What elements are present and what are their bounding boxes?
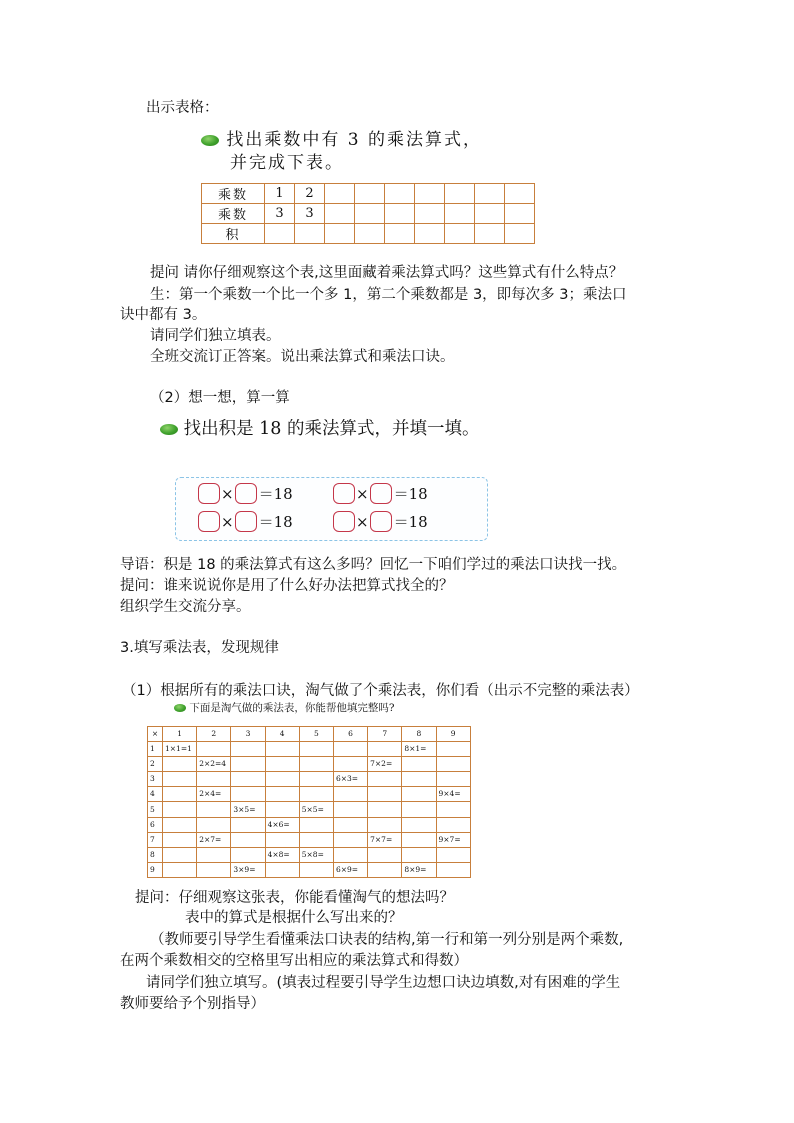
prompt-mult-table-text: 下面是淘气做的乘法表，你能帮他填完整吗?: [189, 702, 395, 714]
row-factor: 2: [148, 757, 163, 772]
table-cell: [436, 757, 470, 772]
equation-row-4: [333, 511, 428, 532]
table-cell: [265, 757, 299, 772]
green-bullet-icon: [201, 135, 219, 146]
times-sign: ×: [221, 512, 234, 531]
table-cell: [415, 184, 445, 204]
row-factor: 5: [148, 802, 163, 817]
table-cell: [231, 832, 265, 847]
column-factor: 4: [265, 727, 299, 742]
table-row: [202, 184, 535, 204]
table-cell: [265, 832, 299, 847]
column-factor: 5: [299, 727, 333, 742]
table-cell: [299, 832, 333, 847]
equals-18: ＝18: [393, 513, 428, 531]
table-cell: [355, 184, 385, 204]
blank-box[interactable]: [235, 483, 257, 504]
prompt-line-2: 并完成下表。: [230, 153, 344, 173]
question-method: 提问：谁来说说你是用了什么好办法把算式找全的？: [120, 578, 454, 594]
prompt-mult-table: [174, 701, 394, 716]
student-answer-line-1: 生：第一个乘数一个比一个多 1，第二个乘数都是 3，即每次多 3；乘法口: [150, 287, 627, 303]
row-label: 乘数: [202, 184, 265, 204]
independent-fill-line-2: 教师要给予个别指导）: [120, 996, 265, 1012]
table-cell: [368, 742, 402, 757]
table-cell: 2: [295, 184, 325, 204]
green-bullet-icon: [174, 704, 186, 712]
table-cell: [415, 204, 445, 224]
table-cell: 2×7=: [197, 832, 231, 847]
table-cell: 8×9=: [402, 862, 436, 877]
table-cell: [445, 204, 475, 224]
green-bullet-icon: [160, 424, 178, 435]
table-cell: 8×1=: [402, 742, 436, 757]
row-label: 乘数: [202, 204, 265, 224]
table-cell: 4×8=: [265, 847, 299, 862]
table-cell: [333, 847, 367, 862]
prompt-18-text: 找出积是 18 的乘法算式，并填一填。: [183, 419, 480, 439]
table-cell: 1×1=1: [163, 742, 197, 757]
table-cell: [385, 184, 415, 204]
row-factor: 6: [148, 817, 163, 832]
equals-18: ＝18: [393, 485, 428, 503]
table-cell: [436, 772, 470, 787]
table-row: [202, 204, 535, 224]
table-cell: [197, 802, 231, 817]
table-cell: [333, 757, 367, 772]
table-cell: [402, 832, 436, 847]
table-cell: [197, 772, 231, 787]
table-row: [148, 832, 471, 847]
table-cell: [163, 862, 197, 877]
instruction-fill: 请同学们独立填表。: [150, 328, 281, 344]
table-cell: [231, 847, 265, 862]
table-row: [148, 742, 471, 757]
table-cell: [197, 862, 231, 877]
independent-fill-line-1: 请同学们独立填写。(填表过程要引导学生边想口诀边填数,对有困难的学生: [146, 975, 621, 991]
table-cell: [231, 787, 265, 802]
table-cell: 4×6=: [265, 817, 299, 832]
table-row: [148, 772, 471, 787]
table-cell: [231, 817, 265, 832]
table-row: [148, 847, 471, 862]
column-factor: 9: [436, 727, 470, 742]
blank-box[interactable]: [235, 511, 257, 532]
table-cell: [333, 832, 367, 847]
table-cell: [355, 204, 385, 224]
prompt-block-1: [201, 129, 482, 175]
row-factor: 8: [148, 847, 163, 862]
table-cell: [325, 184, 355, 204]
table-cell: [299, 862, 333, 877]
table-cell: [163, 847, 197, 862]
table-cell: [333, 802, 367, 817]
table-cell: [385, 204, 415, 224]
blank-box[interactable]: [370, 483, 392, 504]
student-answer-line-2: 诀中都有 3。: [120, 307, 207, 323]
table-cell: [197, 742, 231, 757]
table-row: [148, 757, 471, 772]
row-factor: 7: [148, 832, 163, 847]
teacher-note-line-1: （教师要引导学生看懂乘法口诀表的结构,第一行和第一列分别是两个乘数,: [150, 932, 624, 948]
table-row: [148, 787, 471, 802]
section-heading-table: 3.填写乘法表，发现规律: [120, 640, 279, 656]
table-cell: [265, 787, 299, 802]
table-cell: [163, 817, 197, 832]
table-cell: [402, 847, 436, 862]
table-cell: [231, 772, 265, 787]
equals-18: ＝18: [258, 513, 293, 531]
table-cell: [325, 224, 355, 244]
column-factor: 1: [163, 727, 197, 742]
table-cell: [436, 802, 470, 817]
table-cell: [163, 757, 197, 772]
table-cell: [299, 742, 333, 757]
table-cell: [231, 742, 265, 757]
equation-row-1: [198, 483, 293, 504]
table-cell: 1: [265, 184, 295, 204]
table-row: [148, 817, 471, 832]
column-factor: 7: [368, 727, 402, 742]
table-cell: [325, 204, 355, 224]
guide-text: 导语：积是 18 的乘法算式有这么多吗？回忆一下咱们学过的乘法口诀找一找。: [120, 557, 627, 573]
table-cell: [265, 742, 299, 757]
table-cell: [436, 862, 470, 877]
blank-box[interactable]: [333, 511, 355, 532]
table-cell: 9×4=: [436, 787, 470, 802]
table-cell: [333, 817, 367, 832]
row-factor: 1: [148, 742, 163, 757]
table-cell: 3×5=: [231, 802, 265, 817]
table-cell: [402, 787, 436, 802]
row-factor: ×: [148, 727, 163, 742]
table-cell: [163, 832, 197, 847]
table-row: [148, 862, 471, 877]
table-cell: [265, 862, 299, 877]
table-cell: [505, 224, 535, 244]
table-cell: [163, 772, 197, 787]
table-cell: [368, 847, 402, 862]
table-cell: [197, 847, 231, 862]
table-cell: 3: [265, 204, 295, 224]
intro-text: 出示表格：: [146, 100, 219, 116]
table-cell: [475, 204, 505, 224]
table-cell: [402, 772, 436, 787]
table-row: [148, 802, 471, 817]
column-factor: 6: [333, 727, 367, 742]
column-factor: 8: [402, 727, 436, 742]
table-cell: 2×2=4: [197, 757, 231, 772]
multiplier-table: [201, 183, 535, 244]
column-factor: 2: [197, 727, 231, 742]
table-cell: 3: [295, 204, 325, 224]
row-factor: 3: [148, 772, 163, 787]
table-cell: [402, 817, 436, 832]
table-cell: [368, 772, 402, 787]
times-sign: ×: [356, 512, 369, 531]
question-para: 提问 请你仔细观察这个表,这里面藏着乘法算式吗？这些算式有什么特点？: [150, 265, 624, 281]
equation-row-3: [198, 511, 293, 532]
prompt-18: [160, 417, 479, 441]
table-cell: 9×7=: [436, 832, 470, 847]
question-observe: 提问：仔细观察这张表，你能看懂淘气的想法吗？: [135, 890, 454, 906]
table-cell: [265, 802, 299, 817]
table-cell: [436, 847, 470, 862]
organize-share: 组织学生交流分享。: [120, 599, 251, 615]
table-cell: [299, 772, 333, 787]
row-label: 积: [202, 224, 265, 244]
table-cell: 6×3=: [333, 772, 367, 787]
table-cell: 5×8=: [299, 847, 333, 862]
table-cell: [299, 757, 333, 772]
table-cell: [333, 787, 367, 802]
table-cell: [415, 224, 445, 244]
table-cell: [436, 817, 470, 832]
section-heading-think: （2）想一想，算一算: [150, 390, 290, 406]
table-cell: [436, 742, 470, 757]
times-sign: ×: [221, 484, 234, 503]
table-cell: [299, 817, 333, 832]
table-cell: [475, 184, 505, 204]
table-cell: [368, 862, 402, 877]
table-cell: [295, 224, 325, 244]
table-cell: [475, 224, 505, 244]
equation-row-2: [333, 483, 428, 504]
table-cell: [355, 224, 385, 244]
table-cell: [299, 787, 333, 802]
table-cell: [333, 742, 367, 757]
header-row: [148, 727, 471, 742]
row-factor: 4: [148, 787, 163, 802]
table-cell: [265, 772, 299, 787]
table-cell: [505, 204, 535, 224]
times-sign: ×: [356, 484, 369, 503]
multiplication-table: [147, 726, 471, 878]
table-cell: [163, 787, 197, 802]
table-cell: 3×9=: [231, 862, 265, 877]
column-factor: 3: [231, 727, 265, 742]
table-cell: 2×4=: [197, 787, 231, 802]
table-cell: [385, 224, 415, 244]
table-cell: [265, 224, 295, 244]
table-cell: [505, 184, 535, 204]
table-cell: 7×7=: [368, 832, 402, 847]
blank-box[interactable]: [198, 483, 220, 504]
table-cell: 7×2=: [368, 757, 402, 772]
table-cell: 6×9=: [333, 862, 367, 877]
table-cell: 5×5=: [299, 802, 333, 817]
teacher-note-line-2: 在两个乘数相交的空格里写出相应的乘法算式和得数）: [120, 953, 468, 969]
table-cell: [368, 787, 402, 802]
table-cell: [197, 817, 231, 832]
table-intro: （1）根据所有的乘法口诀，淘气做了个乘法表，你们看（出示不完整的乘法表）: [122, 683, 639, 699]
blank-box[interactable]: [333, 483, 355, 504]
table-cell: [402, 802, 436, 817]
blank-box[interactable]: [370, 511, 392, 532]
table-cell: [163, 802, 197, 817]
table-cell: [402, 757, 436, 772]
equals-18: ＝18: [258, 485, 293, 503]
instruction-correct: 全班交流订正答案。说出乘法算式和乘法口诀。: [150, 349, 455, 365]
blank-box[interactable]: [198, 511, 220, 532]
table-cell: [368, 802, 402, 817]
prompt-line-1: 找出乘数中有 3 的乘法算式，: [226, 130, 483, 150]
table-cell: [445, 224, 475, 244]
table-row: [202, 224, 535, 244]
table-cell: [368, 817, 402, 832]
table-cell: [445, 184, 475, 204]
question-basis: 表中的算式是根据什么写出来的？: [185, 910, 403, 926]
row-factor: 9: [148, 862, 163, 877]
table-cell: [231, 757, 265, 772]
